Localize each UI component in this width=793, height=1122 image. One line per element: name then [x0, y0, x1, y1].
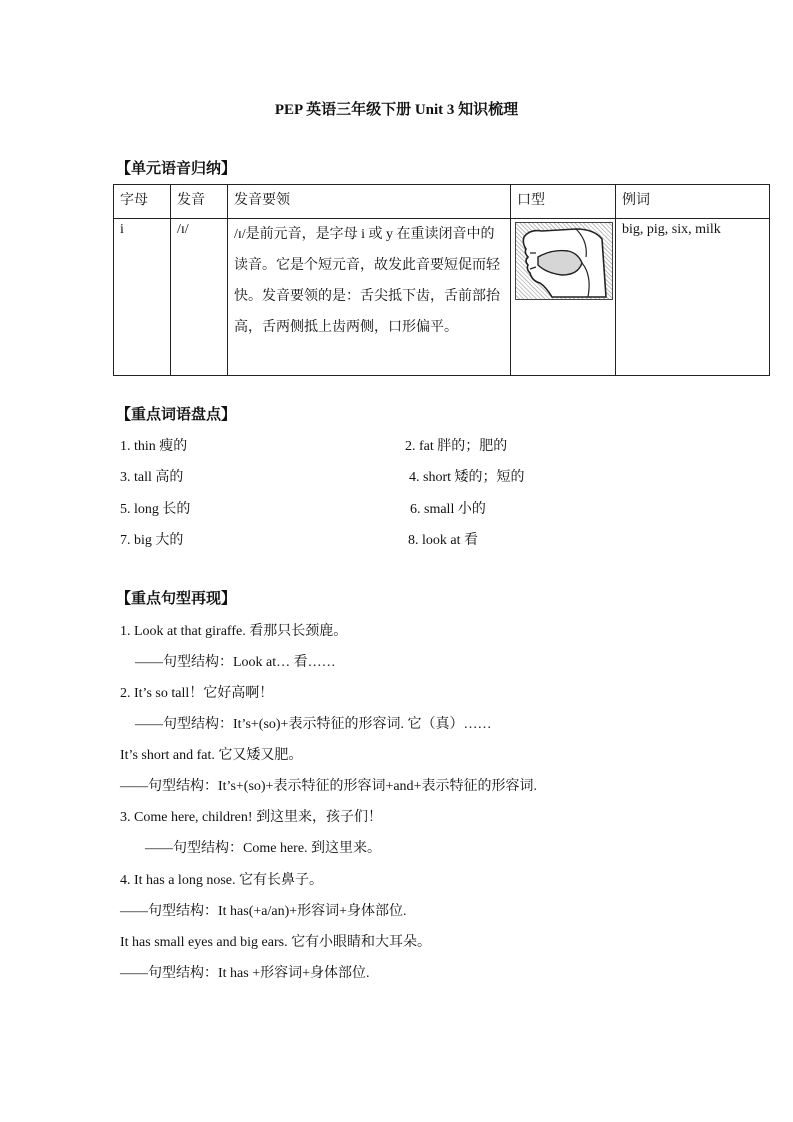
mouth-shape-diagram-icon: [515, 222, 613, 300]
cell-mouth: [511, 219, 616, 376]
structure-line: ——句型结构：It’s+(so)+表示特征的形容词. 它（真）……: [135, 717, 492, 732]
cell-examples: big, pig, six, milk: [616, 219, 770, 376]
sentence-line: 2. It’s so tall！它好高啊！: [120, 686, 274, 701]
structure-line: ——句型结构：It has(+a/an)+形容词+身体部位.: [120, 904, 407, 919]
table-row: [114, 219, 770, 376]
sentence-line: It has small eyes and big ears. 它有小眼睛和大耳朵。: [120, 935, 432, 950]
page-title: PEP 英语三年级下册 Unit 3 知识梳理: [274, 102, 519, 118]
list-item: 3. tall 高的: [120, 470, 184, 485]
header-examples: 例词: [616, 185, 770, 219]
list-item: 5. long 长的: [120, 502, 191, 517]
list-item: 6. small 小的: [410, 502, 486, 517]
list-item: 8. look at 看: [408, 533, 478, 548]
header-letter: 字母: [114, 185, 171, 219]
structure-line: ——句型结构：It has +形容词+身体部位.: [120, 966, 370, 981]
sentence-line: 4. It has a long nose. 它有长鼻子。: [120, 873, 323, 888]
list-item: 4. short 矮的；短的: [409, 470, 525, 485]
sentence-line: It’s short and fat. 它又矮又肥。: [120, 748, 303, 763]
cell-tips: /ɪ/是前元音，是字母 i 或 y 在重读闭音中的读音。它是个短元音，故发此音要短促而轻快。发音要领的是：舌尖抵下齿，舌前部抬高，舌两侧抵上齿两侧，口形偏平。: [228, 219, 511, 376]
section-heading-sentences: 【重点句型再现】: [116, 591, 237, 607]
section-heading-phonics: 【单元语音归纳】: [116, 161, 237, 177]
list-item: 2. fat 胖的；肥的: [405, 439, 508, 454]
sentence-line: 3. Come here, children! 到这里来，孩子们！: [120, 810, 383, 825]
phonics-table: [113, 184, 770, 376]
header-mouth: 口型: [511, 185, 616, 219]
structure-line: ——句型结构：It’s+(so)+表示特征的形容词+and+表示特征的形容词.: [120, 779, 537, 794]
header-sound: 发音: [171, 185, 228, 219]
header-tips: 发音要领: [228, 185, 511, 219]
list-item: 7. big 大的: [120, 533, 184, 548]
section-heading-vocab: 【重点词语盘点】: [116, 407, 237, 423]
cell-letter: i: [114, 219, 171, 376]
structure-line: ——句型结构：Look at… 看……: [135, 655, 336, 670]
structure-line: ——句型结构：Come here. 到这里来。: [145, 841, 382, 856]
cell-sound: /ɪ/: [171, 219, 228, 376]
table-header-row: [114, 185, 770, 219]
sentence-line: 1. Look at that giraffe. 看那只长颈鹿。: [120, 624, 348, 639]
list-item: 1. thin 瘦的: [120, 439, 188, 454]
